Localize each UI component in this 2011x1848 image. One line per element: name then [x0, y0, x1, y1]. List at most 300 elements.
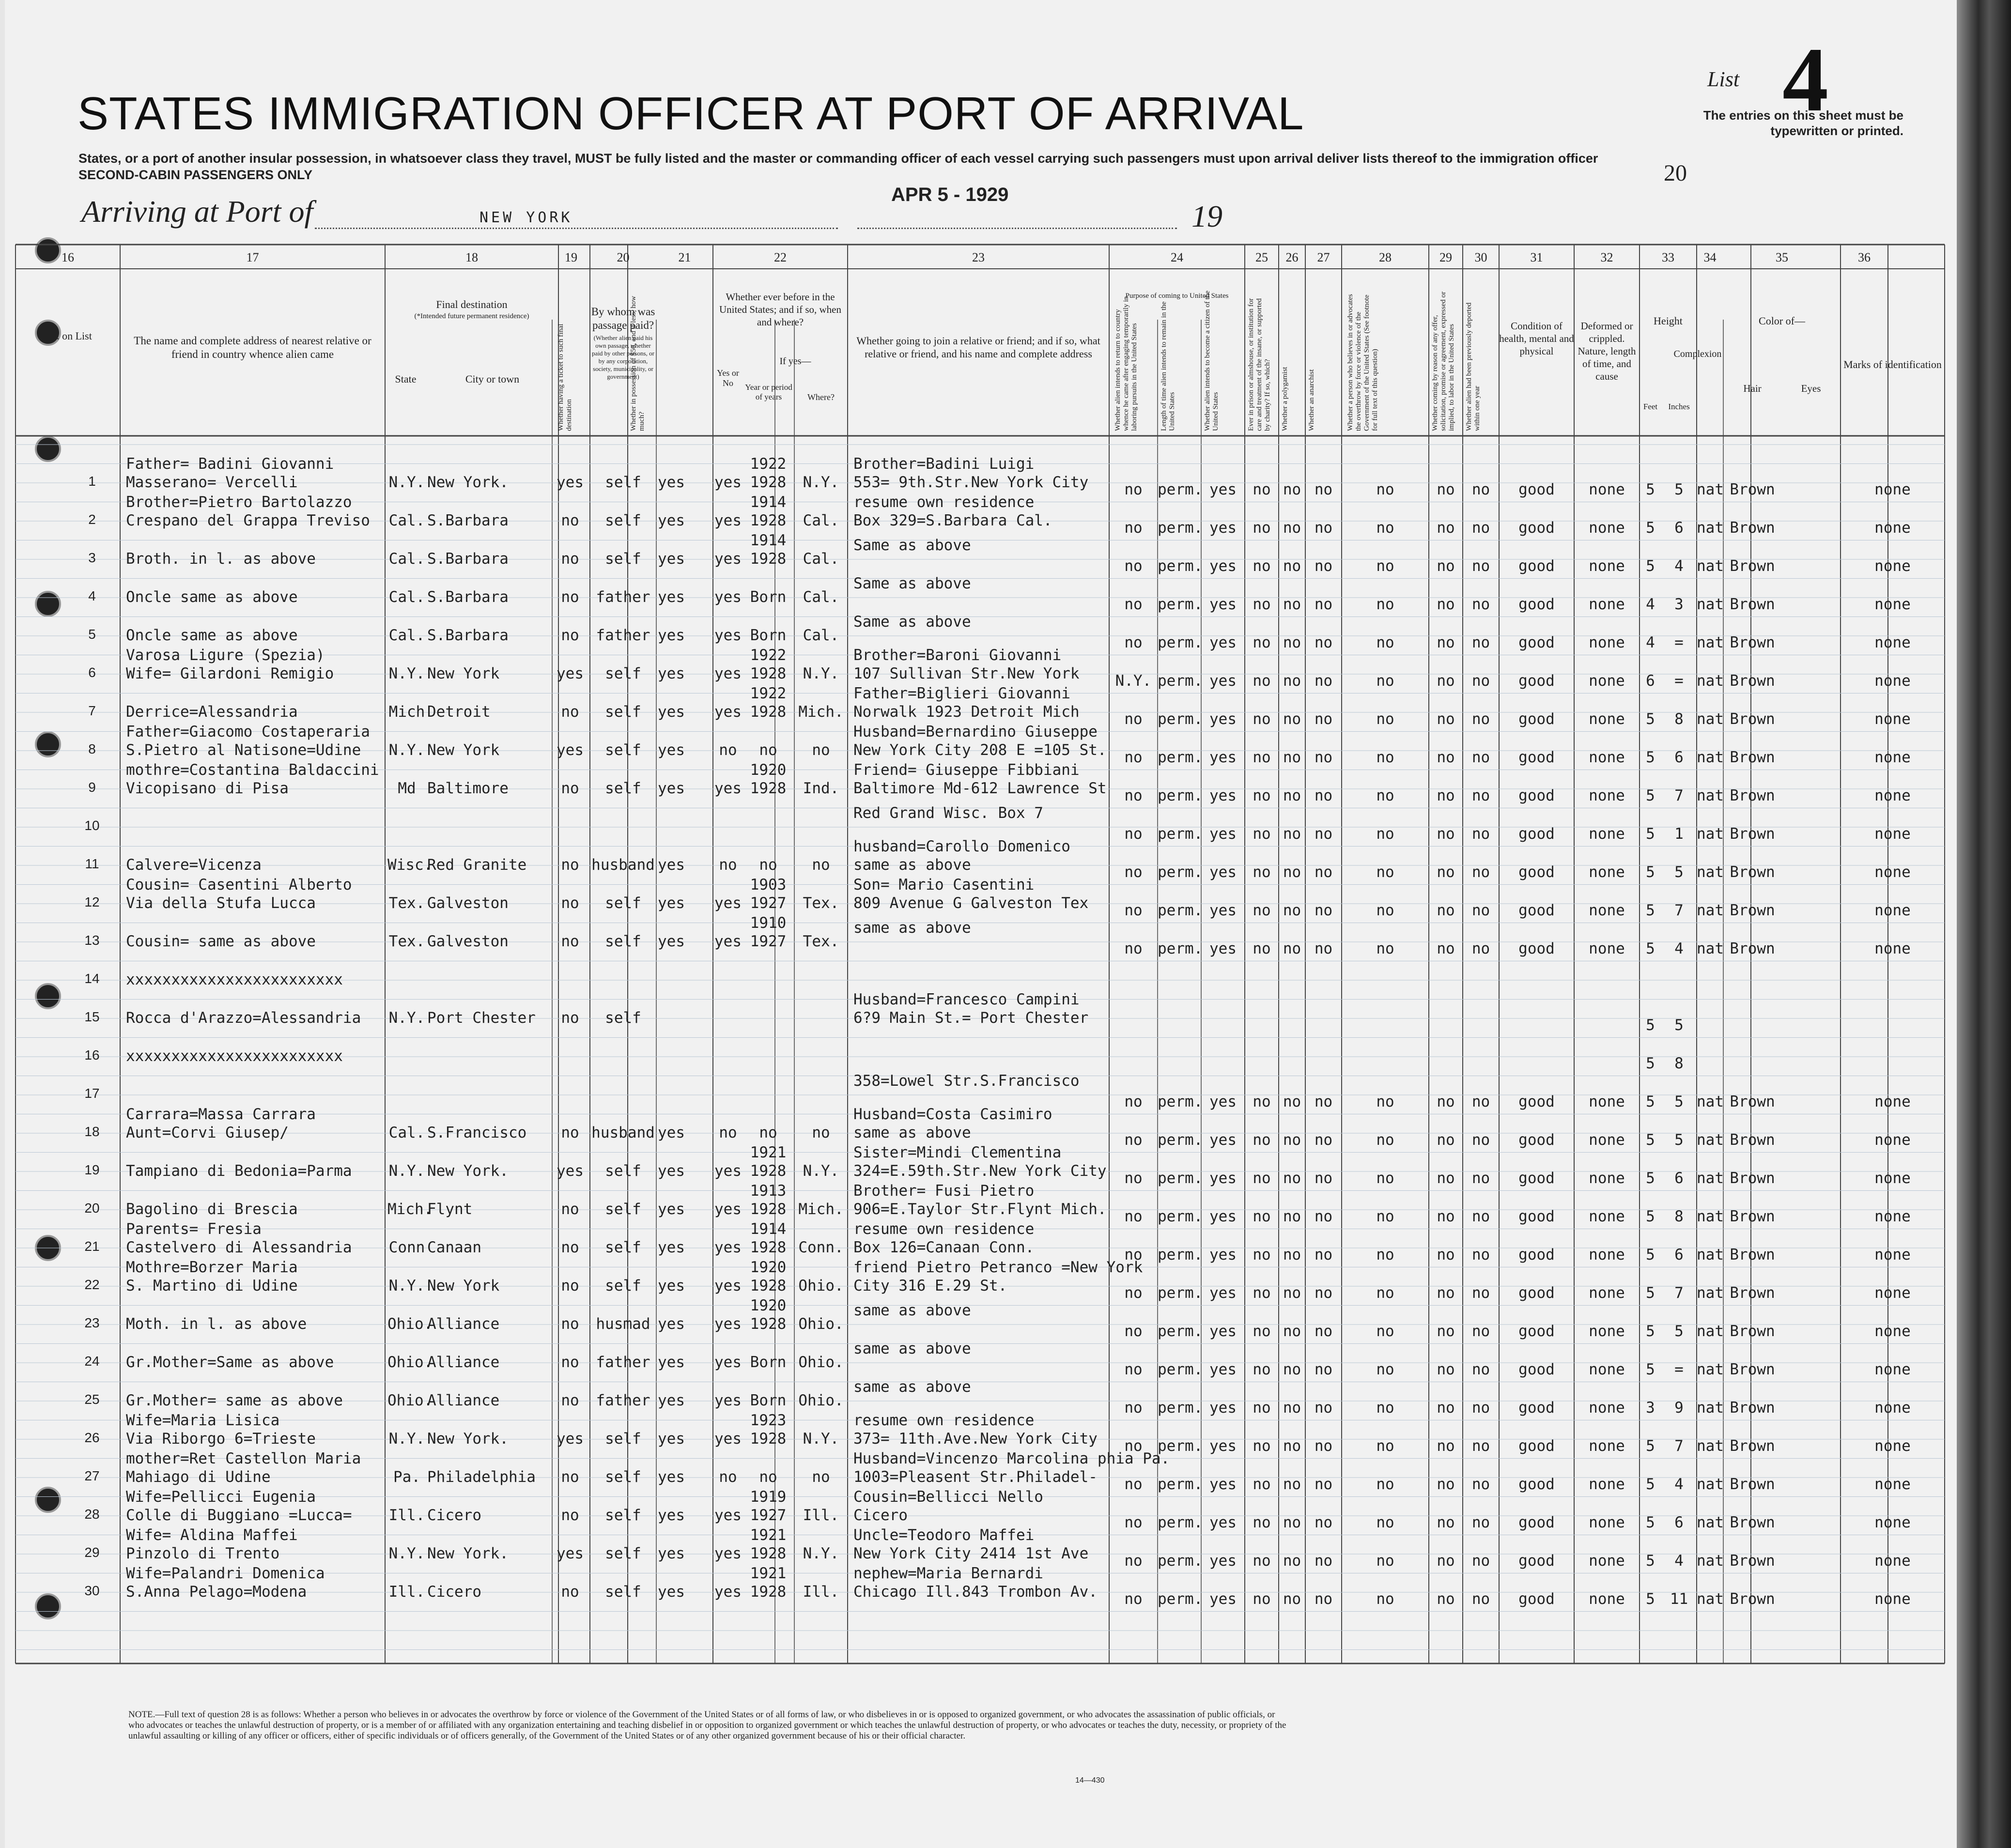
- joining-relative: Friend= Giuseppe Fibbiani: [853, 761, 1080, 779]
- row-number: 21: [84, 1239, 100, 1254]
- column-header: Whether alien intends to return to country whence he came after engaging temporarily in laboring pursuits in the United States: [1114, 296, 1138, 431]
- prison-status: no: [1253, 1514, 1271, 1531]
- relative-address: Calvere=Vicenza: [126, 856, 262, 874]
- height-inches: 8: [1674, 1208, 1684, 1225]
- column-number: 20: [617, 250, 630, 264]
- relative-address: Oncle same as above: [126, 588, 298, 606]
- height-feet: 5: [1646, 1437, 1655, 1455]
- ticket-status: no: [561, 894, 579, 912]
- column-header: Whether alien had been previously deported within one year: [1465, 302, 1481, 431]
- hair-color: Brown: [1730, 1170, 1775, 1187]
- fifty-dollars: yes: [658, 1315, 685, 1333]
- height-feet: 4: [1646, 634, 1655, 651]
- prison-status: no: [1253, 1437, 1271, 1455]
- prison-status: no: [1253, 557, 1271, 575]
- previously-in-us: yes: [714, 512, 742, 529]
- joining-relative: same as above: [853, 1340, 971, 1357]
- complexion: nat: [1697, 557, 1724, 575]
- returning-status: no: [1124, 787, 1143, 804]
- returning-status: no: [1124, 1476, 1143, 1493]
- joining-relative: resume own residence: [853, 493, 1035, 511]
- ticket-status: no: [561, 1277, 579, 1294]
- health-condition: good: [1518, 1361, 1555, 1378]
- relative-address: Aunt=Corvi Giusep/: [126, 1124, 289, 1141]
- relative-address: Father=Giacomo Costaperaria: [126, 723, 370, 740]
- relative-address: Cousin= same as above: [126, 933, 316, 950]
- relative-address: Via della Stufa Lucca: [126, 894, 316, 912]
- stay-length: perm.: [1158, 863, 1203, 881]
- deported-status: no: [1471, 1131, 1490, 1149]
- citizen-intent: yes: [1209, 1131, 1237, 1149]
- relative-address: Vicopisano di Pisa: [126, 780, 289, 797]
- joining-relative: 809 Avenue G Galveston Tex: [853, 894, 1089, 912]
- fifty-dollars: yes: [658, 588, 685, 606]
- row-number: 5: [88, 627, 96, 642]
- column-number: 18: [465, 250, 478, 264]
- previously-in-us: yes: [714, 894, 742, 912]
- passage-paid-by: self: [605, 1239, 641, 1256]
- returning-status: no: [1124, 1361, 1143, 1378]
- q28-status: no: [1376, 1131, 1394, 1149]
- prison-status: no: [1253, 749, 1271, 766]
- row-number: 3: [88, 550, 96, 565]
- page-number: 20: [1664, 160, 1687, 186]
- citizen-intent: yes: [1209, 1284, 1237, 1302]
- q28-status: no: [1376, 596, 1394, 613]
- complexion: nat: [1697, 1284, 1724, 1302]
- stay-length: perm.: [1158, 634, 1203, 651]
- previous-where: Ohio.: [798, 1392, 844, 1409]
- row-number: 13: [84, 933, 100, 948]
- fifty-dollars: yes: [658, 856, 685, 874]
- q28-status: no: [1376, 787, 1394, 804]
- row-number: 1: [88, 474, 96, 489]
- polygamist-status: no: [1283, 1476, 1301, 1493]
- hair-color: Brown: [1730, 519, 1775, 537]
- deformity: none: [1589, 1131, 1625, 1149]
- row-number: 28: [84, 1507, 100, 1522]
- polygamist-status: no: [1283, 1170, 1301, 1187]
- column-number: 28: [1379, 250, 1392, 264]
- deported-status: no: [1471, 1514, 1490, 1531]
- row-number: 2: [88, 512, 96, 527]
- prison-status: no: [1253, 1361, 1271, 1378]
- joining-relative: Box 329=S.Barbara Cal.: [853, 512, 1052, 529]
- previously-in-us: yes: [714, 1239, 742, 1256]
- fifty-dollars: yes: [658, 1430, 685, 1448]
- column-subheader: Hair: [1743, 383, 1762, 394]
- deformity: none: [1589, 1284, 1625, 1302]
- stay-length: perm.: [1158, 672, 1203, 690]
- returning-status: no: [1124, 1590, 1143, 1608]
- previous-year: 1927: [750, 933, 787, 950]
- row-number: 4: [88, 588, 96, 603]
- returning-status: no: [1124, 557, 1143, 575]
- column-header: Length of time alien intends to remain in the United States: [1160, 301, 1176, 431]
- height-feet: 5: [1646, 557, 1655, 575]
- health-condition: good: [1518, 1476, 1555, 1493]
- q28-status: no: [1376, 1399, 1394, 1417]
- labor-offer-status: no: [1437, 1590, 1455, 1608]
- complexion: nat: [1697, 902, 1724, 919]
- previous-where: N.Y.: [803, 1545, 839, 1562]
- fifty-dollars: yes: [658, 1201, 685, 1218]
- stay-length: perm.: [1158, 596, 1203, 613]
- passage-paid-by: self: [605, 741, 641, 759]
- previous-where: Ill.: [803, 1583, 839, 1601]
- previous-where: Ill.: [803, 1507, 839, 1524]
- identification-marks: none: [1874, 672, 1911, 690]
- stay-length: perm.: [1158, 749, 1203, 766]
- stay-length: perm.: [1158, 1437, 1203, 1455]
- identification-marks: none: [1874, 749, 1911, 766]
- labor-offer-status: no: [1437, 596, 1455, 613]
- deformity: none: [1589, 1093, 1625, 1110]
- returning-status: no: [1124, 902, 1143, 919]
- column-number: 29: [1439, 250, 1452, 264]
- polygamist-status: no: [1283, 1590, 1301, 1608]
- joining-relative: 6?9 Main St.= Port Chester: [853, 1009, 1089, 1027]
- fifty-dollars: yes: [658, 1277, 685, 1294]
- previously-in-us: yes: [714, 1162, 742, 1180]
- returning-status: no: [1124, 1284, 1143, 1302]
- height-feet: 5: [1646, 1514, 1655, 1531]
- prison-status: no: [1253, 1399, 1271, 1417]
- q28-status: no: [1376, 902, 1394, 919]
- destination-state: Md: [398, 780, 416, 797]
- ticket-status: no: [561, 703, 579, 721]
- destination-state: Tex.: [388, 933, 425, 950]
- q28-status: no: [1376, 481, 1394, 498]
- destination-city: Baltimore: [427, 780, 509, 797]
- health-condition: good: [1518, 596, 1555, 613]
- row-number: 16: [84, 1047, 100, 1063]
- column-header: Whether alien intends to become a citizen of the United States: [1204, 291, 1220, 431]
- joining-relative: Same as above: [853, 575, 971, 592]
- health-condition: good: [1518, 1131, 1555, 1149]
- passage-paid-by: self: [605, 933, 641, 950]
- column-subheader: Eyes: [1801, 383, 1821, 394]
- joining-relative: New York City 208 E =105 St.: [853, 741, 1107, 759]
- ticket-status: no: [561, 588, 579, 606]
- health-condition: good: [1518, 863, 1555, 881]
- previously-in-us: yes: [714, 1545, 742, 1562]
- polygamist-status: no: [1283, 1284, 1301, 1302]
- column-subheader: City or town: [465, 373, 520, 385]
- citizen-intent: yes: [1209, 749, 1237, 766]
- ticket-status: no: [561, 1468, 579, 1486]
- polygamist-status: no: [1283, 1323, 1301, 1340]
- stay-length: perm.: [1158, 557, 1203, 575]
- joining-relative: Same as above: [853, 613, 971, 631]
- joining-relative: Husband=Costa Casimiro: [853, 1106, 1052, 1123]
- passage-paid-by: self: [605, 1162, 641, 1180]
- citizen-intent: yes: [1209, 672, 1237, 690]
- column-header: Complexion: [1673, 349, 1722, 359]
- identification-marks: none: [1874, 940, 1911, 957]
- stay-length: perm.: [1158, 710, 1203, 728]
- stay-length: perm.: [1158, 1208, 1203, 1225]
- joining-relative: Husband=Francesco Campini: [853, 991, 1080, 1008]
- labor-offer-status: no: [1437, 825, 1455, 843]
- anarchist-status: no: [1314, 710, 1333, 728]
- prison-status: no: [1253, 1131, 1271, 1149]
- complexion: nat: [1697, 710, 1724, 728]
- ticket-status: no: [561, 1354, 579, 1371]
- previously-in-us: yes: [714, 665, 742, 682]
- previously-in-us: no: [719, 741, 737, 759]
- citizen-intent: yes: [1209, 1323, 1237, 1340]
- destination-state: Wisc.: [387, 856, 433, 874]
- destination-state: N.Y.: [388, 1277, 425, 1294]
- passage-paid-by: self: [605, 1545, 641, 1562]
- q28-status: no: [1376, 1590, 1394, 1608]
- returning-status: no: [1124, 634, 1143, 651]
- returning-status: no: [1124, 519, 1143, 537]
- deported-status: no: [1471, 863, 1490, 881]
- previously-in-us: yes: [714, 1392, 742, 1409]
- height-feet: 5: [1646, 481, 1655, 498]
- q28-status: no: [1376, 710, 1394, 728]
- column-header: Final destination: [436, 298, 508, 310]
- identification-marks: none: [1874, 710, 1911, 728]
- identification-marks: none: [1874, 1323, 1911, 1340]
- relative-address: S.Anna Pelago=Modena: [126, 1583, 307, 1601]
- fifty-dollars: yes: [658, 474, 685, 491]
- returning-status: no: [1124, 1208, 1143, 1225]
- row-number: 12: [84, 894, 100, 909]
- form-instruction-line: States, or a port of another insular possession, in whatsoever class they travel, MUST be fully listed and the master or commanding officer of each vessel carrying such passengers must upon arrival deliver lists thereof to the immigration officer: [78, 151, 1598, 166]
- previous-year: 1928: [750, 1545, 787, 1562]
- anarchist-status: no: [1314, 481, 1333, 498]
- previous-where: Cal.: [803, 588, 839, 606]
- column-subheader: Inches: [1668, 402, 1690, 411]
- stay-length: perm.: [1158, 1284, 1203, 1302]
- relative-address: Cousin= Casentini Alberto: [126, 876, 352, 893]
- polygamist-status: no: [1283, 519, 1301, 537]
- prison-status: no: [1253, 519, 1271, 537]
- stay-length: perm.: [1158, 1246, 1203, 1263]
- row-number: 26: [84, 1430, 100, 1445]
- passage-paid-by: self: [605, 1430, 641, 1448]
- previous-year: 1914: [750, 532, 787, 549]
- deported-status: no: [1471, 672, 1490, 690]
- ticket-status: no: [561, 1583, 579, 1601]
- labor-offer-status: no: [1437, 1093, 1455, 1110]
- deported-status: no: [1471, 749, 1490, 766]
- q28-status: no: [1376, 519, 1394, 537]
- height-inches: 9: [1674, 1399, 1684, 1417]
- identification-marks: none: [1874, 634, 1911, 651]
- row-number: 11: [85, 856, 99, 871]
- joining-relative: Chicago Ill.843 Trombon Av.: [853, 1583, 1098, 1601]
- identification-marks: none: [1874, 1361, 1911, 1378]
- prison-status: no: [1253, 1590, 1271, 1608]
- destination-state: N.Y.: [388, 1545, 425, 1562]
- destination-city: Galveston: [427, 933, 509, 950]
- deformity: none: [1589, 634, 1625, 651]
- list-label: List: [1707, 67, 1740, 91]
- fifty-dollars: yes: [658, 627, 685, 644]
- height-inches: 4: [1674, 1552, 1684, 1570]
- height-feet: 5: [1646, 710, 1655, 728]
- previous-year: 1903: [750, 876, 787, 893]
- relative-address: Pinzolo di Trento: [126, 1545, 280, 1562]
- row-number: 23: [84, 1315, 100, 1330]
- complexion: nat: [1697, 1246, 1724, 1263]
- previous-year: 1928: [750, 1239, 787, 1256]
- citizen-intent: yes: [1209, 902, 1237, 919]
- previous-where: N.Y.: [803, 1430, 839, 1448]
- previously-in-us: yes: [714, 1354, 742, 1371]
- hair-color: Brown: [1730, 749, 1775, 766]
- destination-city: New York: [427, 741, 500, 759]
- fifty-dollars: yes: [658, 1507, 685, 1524]
- relative-address: Colle di Buggiano =Lucca=: [126, 1507, 352, 1524]
- polygamist-status: no: [1283, 749, 1301, 766]
- prison-status: no: [1253, 634, 1271, 651]
- relative-address: xxxxxxxxxxxxxxxxxxxxxxxx: [126, 1047, 343, 1065]
- hair-color: Brown: [1730, 1552, 1775, 1570]
- labor-offer-status: no: [1437, 710, 1455, 728]
- fifty-dollars: yes: [658, 1392, 685, 1409]
- form-title: STATES IMMIGRATION OFFICER AT PORT OF ARRIVAL: [77, 88, 1304, 139]
- prison-status: no: [1253, 902, 1271, 919]
- hair-color: Brown: [1730, 672, 1775, 690]
- destination-city: Philadelphia: [427, 1468, 536, 1486]
- passage-paid-by: husband: [591, 856, 655, 874]
- destination-state: Pa.: [393, 1468, 420, 1486]
- complexion: nat: [1697, 1476, 1724, 1493]
- stay-length: perm.: [1158, 1131, 1203, 1149]
- joining-relative: Sister=Mindi Clementina: [853, 1144, 1062, 1161]
- passage-paid-by: father: [596, 588, 650, 606]
- height-feet: 5: [1646, 1131, 1655, 1149]
- polygamist-status: no: [1283, 481, 1301, 498]
- health-condition: good: [1518, 1323, 1555, 1340]
- complexion: nat: [1697, 787, 1724, 804]
- column-number: 21: [678, 250, 691, 264]
- fifty-dollars: yes: [658, 665, 685, 682]
- q28-status: no: [1376, 1514, 1394, 1531]
- stay-length: perm.: [1158, 1093, 1203, 1110]
- row-number: 8: [88, 741, 96, 756]
- joining-relative: Red Grand Wisc. Box 7: [853, 804, 1043, 822]
- hair-color: Brown: [1730, 1590, 1775, 1608]
- deported-status: no: [1471, 1437, 1490, 1455]
- deported-status: no: [1471, 1552, 1490, 1570]
- complexion: nat: [1697, 596, 1724, 613]
- fifty-dollars: yes: [658, 1239, 685, 1256]
- hair-color: Brown: [1730, 1284, 1775, 1302]
- complexion: nat: [1697, 1170, 1724, 1187]
- labor-offer-status: no: [1437, 672, 1455, 690]
- identification-marks: none: [1874, 481, 1911, 498]
- health-condition: good: [1518, 1170, 1555, 1187]
- fifty-dollars: yes: [658, 780, 685, 797]
- destination-state: N.Y.: [388, 474, 425, 491]
- stay-length: perm.: [1158, 1514, 1203, 1531]
- previous-where: Cal.: [803, 512, 839, 529]
- citizen-intent: yes: [1209, 787, 1237, 804]
- citizen-intent: yes: [1209, 596, 1237, 613]
- row-number: 15: [84, 1009, 100, 1024]
- column-number: 35: [1776, 250, 1788, 264]
- identification-marks: none: [1874, 863, 1911, 881]
- destination-city: Cicero: [427, 1583, 481, 1601]
- stay-length: perm.: [1158, 825, 1203, 843]
- deported-status: no: [1471, 710, 1490, 728]
- identification-marks: none: [1874, 1514, 1911, 1531]
- column-header: Whether coming by reason of any offer, solicitation, promise or agreement, expressed or implied, to labor in the United States: [1431, 292, 1455, 431]
- destination-city: S.Barbara: [427, 588, 509, 606]
- ticket-status: no: [561, 550, 579, 568]
- deformity: none: [1589, 519, 1625, 537]
- height-feet: 5: [1646, 825, 1655, 843]
- relative-address: Castelvero di Alessandria: [126, 1239, 352, 1256]
- height-inches: 5: [1674, 1016, 1684, 1034]
- prison-status: no: [1253, 1208, 1271, 1225]
- row-number: 30: [84, 1583, 100, 1598]
- identification-marks: none: [1874, 1170, 1911, 1187]
- identification-marks: none: [1874, 787, 1911, 804]
- anarchist-status: no: [1314, 1437, 1333, 1455]
- height-feet: 5: [1646, 1476, 1655, 1493]
- returning-status: no: [1124, 1514, 1143, 1531]
- prison-status: no: [1253, 1323, 1271, 1340]
- stay-length: perm.: [1158, 1552, 1203, 1570]
- previous-year: 1910: [750, 914, 787, 932]
- destination-city: S.Barbara: [427, 627, 509, 644]
- health-condition: good: [1518, 1246, 1555, 1263]
- relative-address: xxxxxxxxxxxxxxxxxxxxxxxx: [126, 971, 343, 988]
- deformity: none: [1589, 902, 1625, 919]
- relative-address: Wife= Gilardoni Remigio: [126, 665, 334, 682]
- hair-color: Brown: [1730, 940, 1775, 957]
- relative-address: mothre=Costantina Baldaccini: [126, 761, 379, 779]
- column-header: Color of—: [1759, 315, 1805, 327]
- relative-address: Wife=Palandri Domenica: [126, 1565, 325, 1582]
- deformity: none: [1589, 1361, 1625, 1378]
- destination-state: Ohio.: [387, 1392, 433, 1409]
- column-number: 33: [1662, 250, 1674, 264]
- labor-offer-status: no: [1437, 519, 1455, 537]
- anarchist-status: no: [1314, 863, 1333, 881]
- deformity: none: [1589, 825, 1625, 843]
- previous-year: 1927: [750, 894, 787, 912]
- stay-length: perm.: [1158, 787, 1203, 804]
- q28-status: no: [1376, 1437, 1394, 1455]
- column-header: Condition of health, mental and physical: [1499, 320, 1574, 357]
- ticket-status: no: [561, 856, 579, 874]
- previously-in-us: yes: [714, 780, 742, 797]
- destination-city: Alliance: [427, 1315, 500, 1333]
- prison-status: no: [1253, 596, 1271, 613]
- returning-status: no: [1124, 863, 1143, 881]
- passage-paid-by: self: [605, 1277, 641, 1294]
- column-subheader: (Whether alien paid his own passage, whether paid by other persons, or by any corporation, society, municipality, or government): [592, 334, 654, 380]
- joining-relative: 324=E.59th.Str.New York City: [853, 1162, 1107, 1180]
- complexion: nat: [1697, 1552, 1724, 1570]
- height-inches: 7: [1674, 787, 1684, 804]
- joining-relative: 906=E.Taylor Str.Flynt Mich.: [853, 1201, 1107, 1218]
- joining-relative: Father=Biglieri Giovanni: [853, 685, 1070, 702]
- citizen-intent: yes: [1209, 1093, 1237, 1110]
- citizen-intent: yes: [1209, 710, 1237, 728]
- column-header: Purpose of coming to United States: [1125, 292, 1229, 300]
- polygamist-status: no: [1283, 1399, 1301, 1417]
- list-note: The entries on this sheet must be typewritten or printed.: [1703, 108, 1903, 138]
